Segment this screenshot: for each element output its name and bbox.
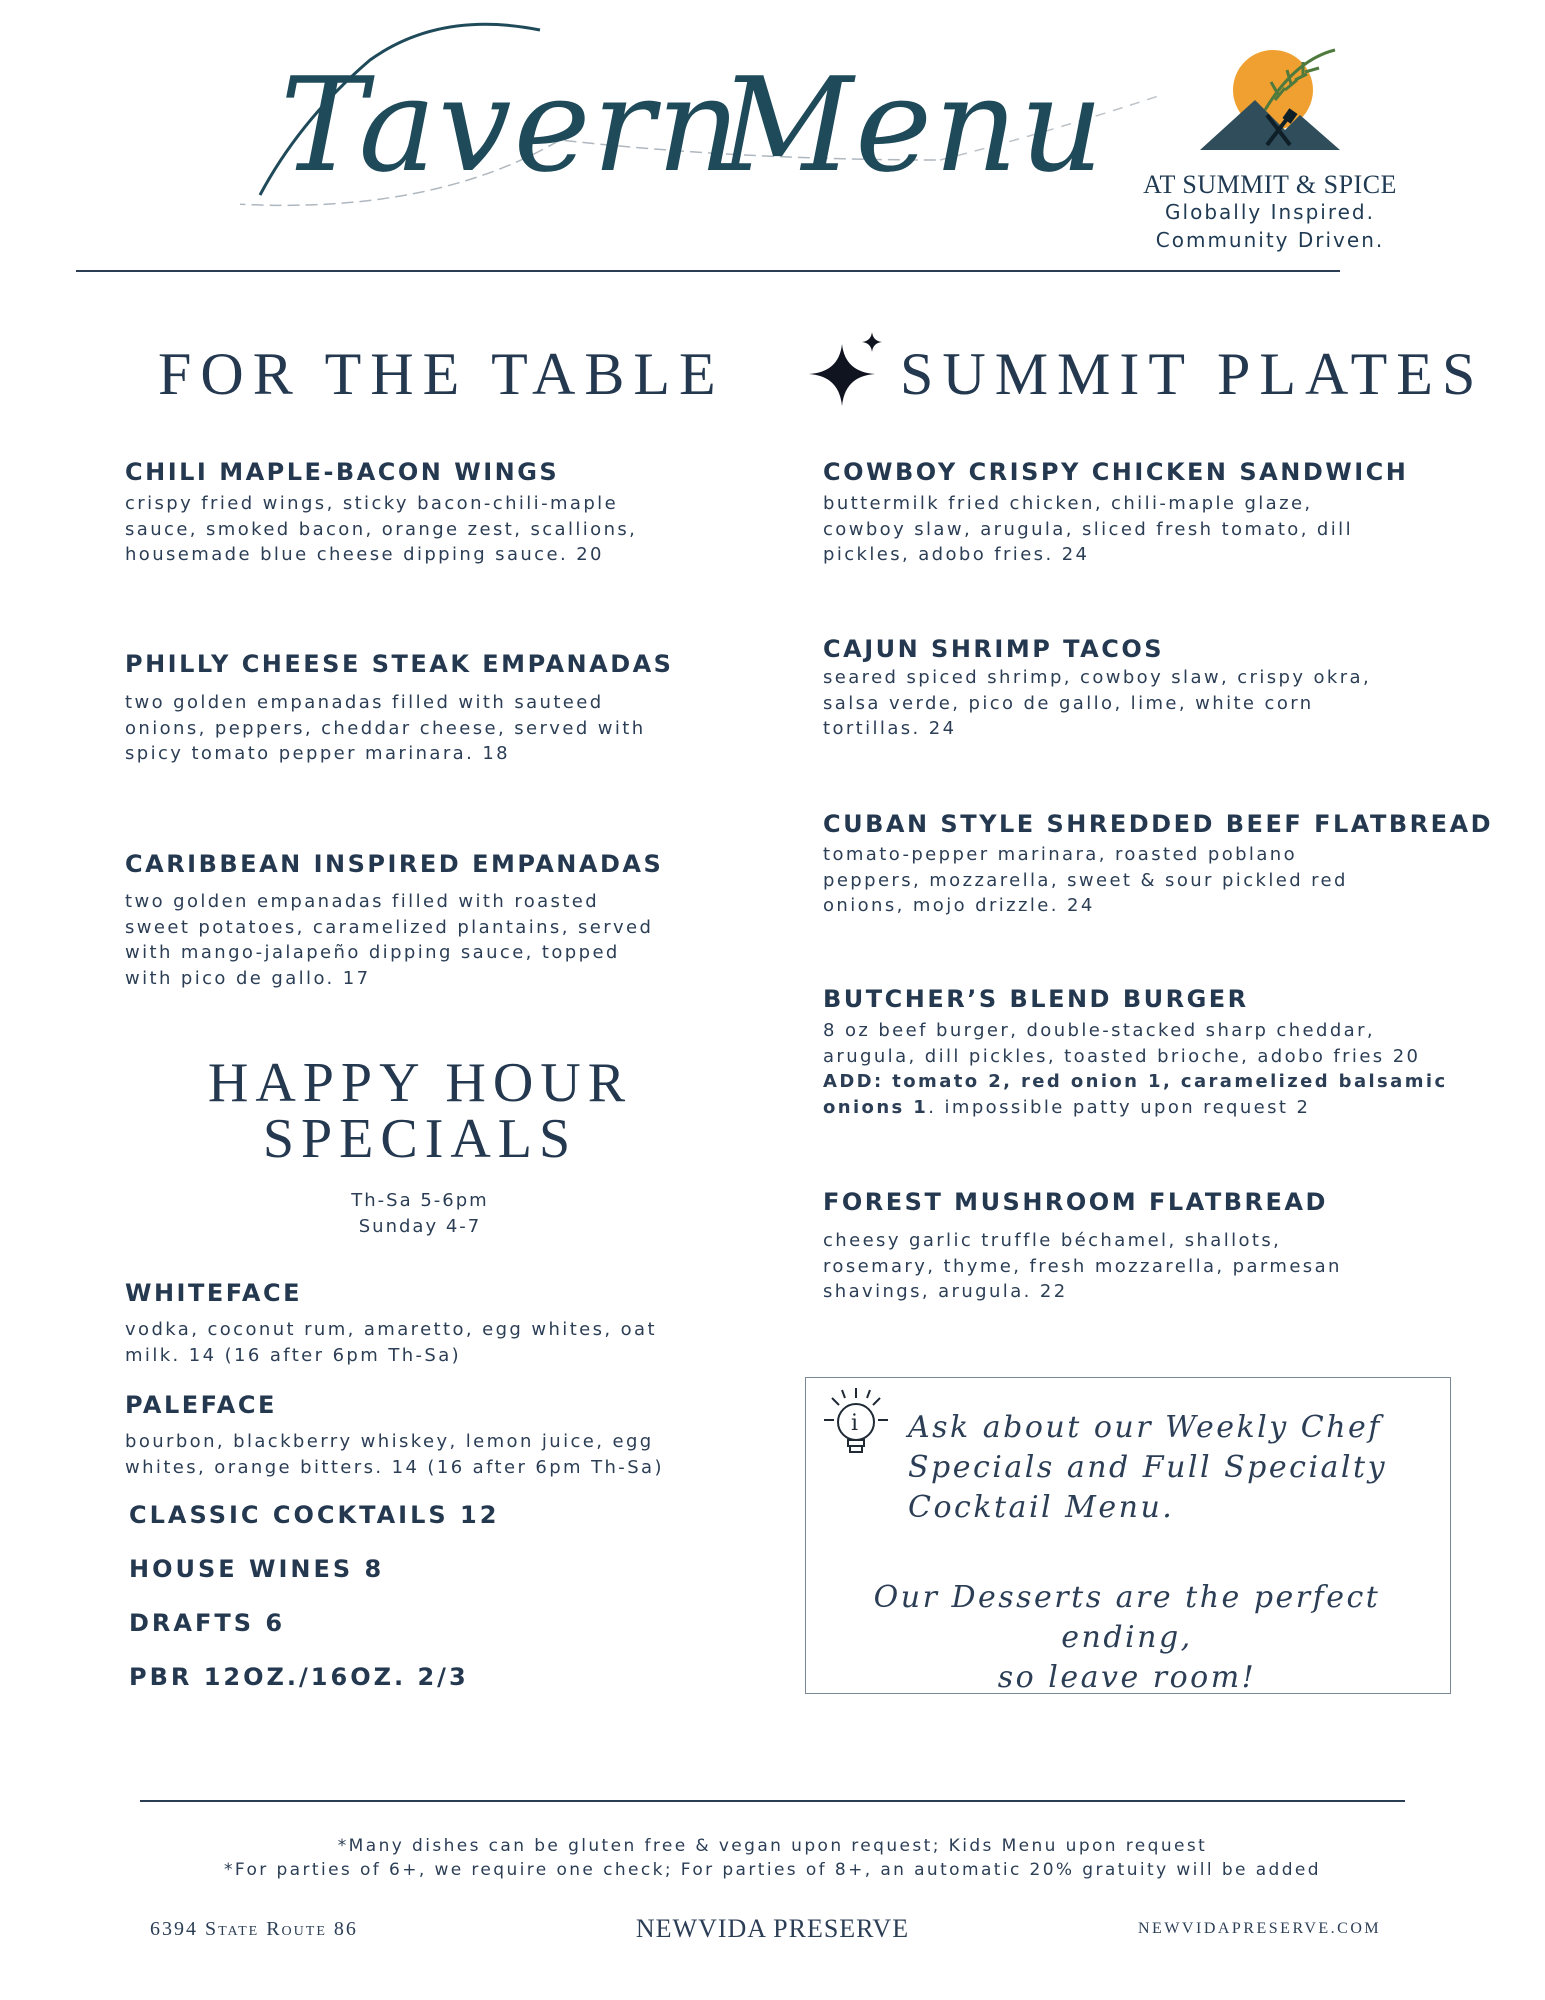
svg-text:Menu: Menu bbox=[720, 49, 1106, 201]
menu-item-description: two golden empanadas filled with roasted sweet potatoes, caramelized plantains, served with mango-jalapeño dipping sauce, topped with pico de gallo. 17 bbox=[125, 891, 654, 989]
sparkle-icon bbox=[805, 330, 885, 410]
menu-item-description: two golden empanadas filled with sauteed onions, peppers, cheddar cheese, served with spicy tomato pepper marinara. 18 bbox=[125, 692, 646, 764]
menu-item-description: buttermilk fried chicken, chili-maple glaze, cowboy slaw, arugula, sliced fresh tomato, dill pickles, adobo fries. 24 bbox=[823, 493, 1353, 565]
menu-item-name: CHILI MAPLE-BACON WINGS bbox=[125, 458, 560, 486]
summit-plates-heading: SUMMIT PLATES bbox=[900, 341, 1485, 407]
burger-add-ons: ADD: tomato 2, red onion 1, caramelized balsamic bbox=[823, 1071, 1448, 1092]
footer-address: 6394 State Route 86 bbox=[150, 1918, 358, 1940]
footer-preserve-name: NEWVIDA PRESERVE bbox=[635, 1914, 910, 1943]
tagline-line-2: Community Driven. bbox=[1155, 228, 1385, 252]
cocktail-name: PALEFACE bbox=[125, 1391, 277, 1419]
footer-divider bbox=[140, 1800, 1405, 1802]
menu-item-description: tomato-pepper marinara, roasted poblano peppers, mozzarella, sweet & sour pickled red onions, mojo drizzle. 24 bbox=[823, 844, 1348, 916]
desserts-text: Our Desserts are the perfect ending, so leave room! bbox=[873, 1580, 1381, 1695]
footer-website: NEWVIDAPRESERVE.COM bbox=[1138, 1920, 1382, 1937]
menu-item-description: seared spiced shrimp, cowboy slaw, crispy okra, salsa verde, pico de gallo, lime, white corn tortillas. 24 bbox=[823, 667, 1372, 739]
brand-name: AT SUMMIT & SPICE bbox=[1143, 170, 1397, 199]
menu-item-description: cheesy garlic truffle béchamel, shallots, rosemary, thyme, fresh mozzarella, parmesan shavings, arugula. 22 bbox=[823, 1230, 1342, 1302]
tagline-line-1: Globally Inspired. bbox=[1165, 200, 1375, 224]
special-pbr: PBR 12OZ./16OZ. 2/3 bbox=[129, 1663, 469, 1691]
cocktail-description: bourbon, blackberry whiskey, lemon juice, egg whites, orange bitters. 14 (16 after 6pm Th-Sa) bbox=[125, 1431, 664, 1478]
chef-specials-text: Ask about our Weekly Chef Specials and Full Specialty Cocktail Menu. bbox=[908, 1410, 1388, 1525]
summit-spice-logo bbox=[1195, 40, 1345, 190]
burger-description: 8 oz beef burger, double-stacked sharp cheddar, arugula, dill pickles, toasted brioche, adobo fries 20 bbox=[823, 1020, 1421, 1067]
svg-text:i: i bbox=[851, 1411, 859, 1436]
menu-item-name: CUBAN STYLE SHREDDED BEEF FLATBREAD bbox=[823, 810, 1494, 838]
happy-hour-times: Th-Sa 5-6pm Sunday 4-7 bbox=[351, 1190, 489, 1237]
svg-text:Tavern: Tavern bbox=[280, 49, 743, 201]
menu-item-name: BUTCHER’S BLEND BURGER bbox=[823, 985, 1249, 1013]
menu-item-name: PHILLY CHEESE STEAK EMPANADAS bbox=[125, 650, 674, 678]
for-the-table-heading: FOR THE TABLE bbox=[158, 341, 725, 407]
header-divider bbox=[76, 270, 1340, 272]
burger-add-ons-note: . impossible patty upon request 2 bbox=[928, 1096, 1311, 1118]
special-drafts: DRAFTS 6 bbox=[129, 1609, 286, 1637]
footnote-dietary: *Many dishes can be gluten free & vegan upon request; Kids Menu upon request bbox=[337, 1836, 1208, 1856]
lightbulb-info-icon bbox=[820, 1382, 895, 1462]
menu-item-description bbox=[823, 1018, 1448, 1120]
menu-item-description: crispy fried wings, sticky bacon-chili-maple sauce, smoked bacon, orange zest, scallions, housemade blue cheese dipping sauce. 20 bbox=[125, 493, 638, 565]
cocktail-name: WHITEFACE bbox=[125, 1279, 302, 1307]
special-house-wines: HOUSE WINES 8 bbox=[129, 1555, 385, 1583]
footnote-parties: *For parties of 6+, we require one check; For parties of 8+, an automatic 20% gratuity will be added bbox=[224, 1860, 1321, 1880]
menu-item-name: FOREST MUSHROOM FLATBREAD bbox=[823, 1188, 1328, 1216]
special-classic-cocktails: CLASSIC COCKTAILS 12 bbox=[129, 1501, 500, 1529]
cocktail-description: vodka, coconut rum, amaretto, egg whites, oat milk. 14 (16 after 6pm Th-Sa) bbox=[125, 1319, 657, 1366]
menu-item-name: CARIBBEAN INSPIRED EMPANADAS bbox=[125, 850, 664, 878]
menu-item-name: COWBOY CRISPY CHICKEN SANDWICH bbox=[823, 458, 1409, 486]
burger-add-ons-cont: onions 1 bbox=[823, 1096, 929, 1118]
happy-hour-heading: HAPPY HOUR SPECIALS bbox=[207, 1052, 633, 1170]
menu-item-name: CAJUN SHRIMP TACOS bbox=[823, 635, 1165, 663]
